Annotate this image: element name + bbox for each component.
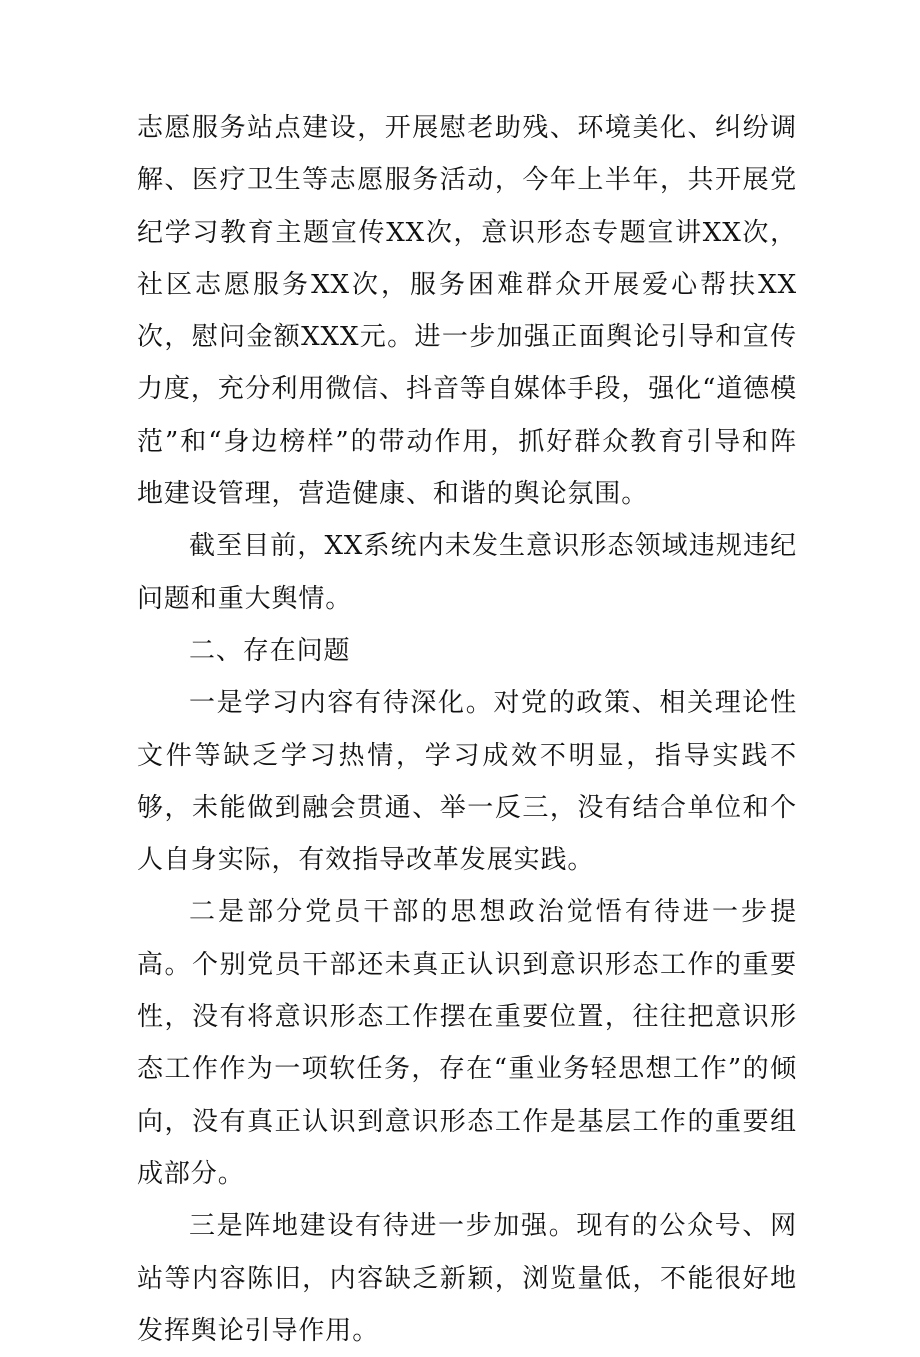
issue-paragraph-political-awareness: 二是部分党员干部的思想政治觉悟有待进一步提高。个别党员干部还未真正认识到意识形态工作的重要性，没有将意识形态工作摆在重要位置，往往把意识形态工作作为一项软任务，存在“重业务轻思想工作”的倾向，没有真正认识到意识形态工作是基层工作的重要组成部分。 xyxy=(137,897,797,1189)
paragraph-no-violations: 截至目前，XX系统内未发生意识形态领域违规违纪问题和重大舆情。 xyxy=(137,531,797,614)
issue-paragraph-learning: 一是学习内容有待深化。对党的政策、相关理论性文件等缺乏学习热情，学习成效不明显，指导实践不够，未能做到融会贯通、举一反三，没有结合单位和个人自身实际，有效指导改革发展实践。 xyxy=(137,688,797,876)
issue-paragraph-platform-building: 三是阵地建设有待进一步加强。现有的公众号、网站等内容陈旧，内容缺乏新颖，浏览量低，不能很好地发挥舆论引导作用。 xyxy=(137,1211,797,1346)
section-heading-existing-problems: 二、存在问题 xyxy=(189,635,351,666)
document-body xyxy=(137,102,797,1357)
paragraph-volunteer-services: 志愿服务站点建设，开展慰老助残、环境美化、纠纷调解、医疗卫生等志愿服务活动，今年上半年，共开展党纪学习教育主题宣传XX次，意识形态专题宣讲XX次，社区志愿服务XX次，服务困难群众开展爱心帮扶XX次，慰问金额XXX元。进一步加强正面舆论引导和宣传力度，充分利用微信、抖音等自媒体手段，强化“道德模范”和“身边榜样”的带动作用，抓好群众教育引导和阵地建设管理，营造健康、和谐的舆论氛围。 xyxy=(137,113,797,510)
